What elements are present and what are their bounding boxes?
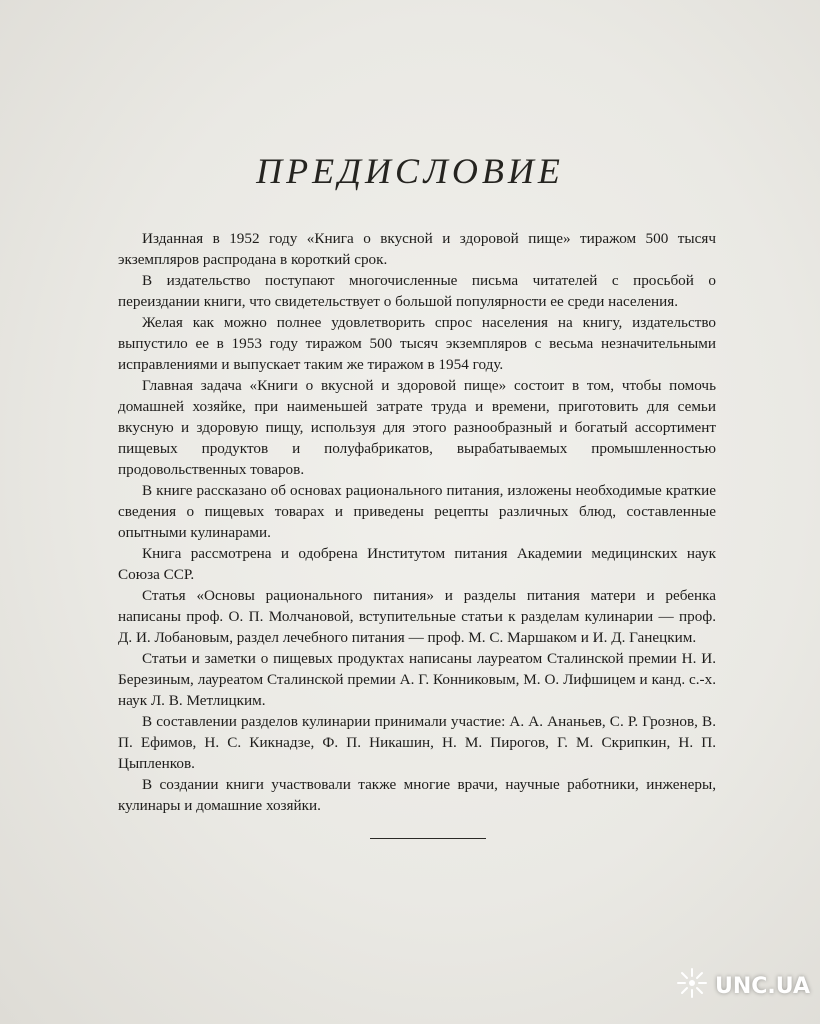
paragraph-4: Главная задача «Книги о вкусной и здоровой пище» состоит в том, чтобы помочь домашней хозяйке, при наименьшей затрате труда и времени, приготовить для семьи вкусную и здоровую пищу, используя для этого разнообразный и богатый ассортимент пищевых продуктов и полуфабрикатов, вырабатываемых промышленностью продовольственных товаров.	[118, 377, 716, 478]
closing-divider	[370, 838, 486, 839]
paragraph-1: Изданная в 1952 году «Книга о вкусной и здоровой пище» тиражом 500 тысяч экземпляров распродана в короткий срок.	[118, 230, 716, 268]
paragraph-9: В составлении разделов кулинарии принимали участие: А. А. Ананьев, С. Р. Грознов, В. П. Ефимов, Н. С. Кикнадзе, Ф. П. Никашин, Н. М. Пирогов, Г. М. Скрипкин, Н. П. Цыпленков.	[118, 713, 716, 772]
paragraph-7: Статья «Основы рационального питания» и разделы питания матери и ребенка написаны проф. О. П. Молчановой, вступительные статьи к разделам кулинарии — проф. Д. И. Лобановым, раздел лечебного питания — проф. М. С. Маршаком и И. Д. Ганецким.	[118, 587, 716, 646]
sunburst-icon	[675, 966, 709, 1006]
watermark-text: UNC.UA	[715, 973, 810, 999]
paragraph-5: В книге рассказано об основах рационального питания, изложены необходимые краткие сведения о пищевых товарах и приведены рецепты различных блюд, составленные опытными кулинарами.	[118, 482, 716, 541]
paragraph-10: В создании книги участвовали также многие врачи, научные работники, инженеры, кулинары и домашние хозяйки.	[118, 776, 716, 814]
page-heading: ПРЕДИСЛОВИЕ	[256, 151, 564, 191]
preface-text	[118, 228, 716, 816]
paragraph-2: В издательство поступают многочисленные письма читателей с просьбой о переиздании книги, что свидетельствует о большой популярности ее среди населения.	[118, 272, 716, 310]
watermark	[675, 966, 810, 1006]
paragraph-3: Желая как можно полнее удовлетворить спрос населения на книгу, издательство выпустило ее в 1953 году тиражом 500 тысяч экземпляров с весьма незначительными исправлениями и выпускает таким же тиражом в 1954 году.	[118, 314, 716, 373]
paragraph-6: Книга рассмотрена и одобрена Институтом питания Академии медицинских наук Союза ССР.	[118, 545, 716, 583]
paragraph-8: Статьи и заметки о пищевых продуктах написаны лауреатом Сталинской премии Н. И. Березиным, лауреатом Сталинской премии А. Г. Конниковым, М. О. Лифшицем и канд. с.-х. наук Л. В. Метлицким.	[118, 650, 716, 709]
